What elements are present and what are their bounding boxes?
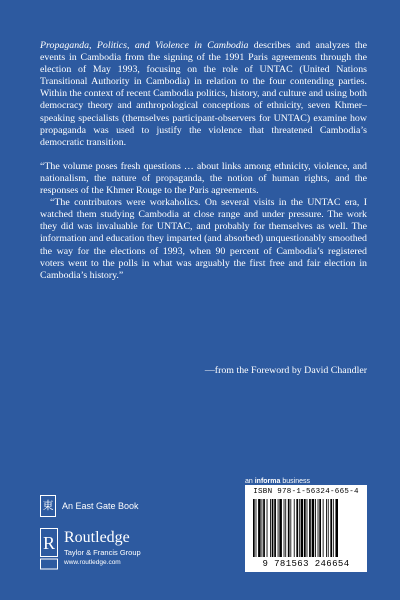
barcode-bar [278, 499, 279, 557]
barcode-bar [284, 499, 285, 557]
barcode-bar [326, 499, 327, 557]
barcode-bar [270, 499, 271, 557]
barcode-bar [330, 499, 332, 557]
barcode-bar [335, 499, 338, 557]
barcode-bar [309, 499, 311, 557]
east-gate-imprint [40, 495, 139, 517]
description-text: describes and analyzes the events in Cambodia from the signing of the 1991 Paris agreements through the election of May 1993, focusing on the role of UNTAC (United Nations Transitional Authority in Cambodia) in relation to the four contending parties. Within the context of recent Cambodia politics, history, and culture and using both democracy theory and anthropological conceptions of ethnicity, seven Khmer–speaking specialists (themselves participant-observers for UNTAC) examine how propaganda was used to justify the violence that threatened Cambodia’s democratic transition. [40, 40, 367, 148]
publisher-name: Routledge [64, 529, 130, 546]
publisher-group: Taylor & Francis Group [64, 548, 141, 557]
book-description [40, 40, 367, 149]
routledge-logo-icon [40, 528, 58, 570]
barcode-bar [262, 499, 263, 557]
publisher-url: www.routledge.com [64, 559, 121, 566]
isbn-label: ISBN 978-1-56324-665-4 [253, 488, 359, 496]
book-title: Propaganda, Politics, and Violence in Cambodia [40, 40, 249, 51]
barcode-bar [296, 499, 298, 557]
barcode-bar [328, 499, 329, 557]
barcode-bar [294, 499, 295, 557]
barcode-bar [318, 499, 319, 557]
barcode-bar [304, 499, 306, 557]
barcode-bar [263, 499, 265, 557]
barcode-bar [333, 499, 334, 557]
informa-business: an informa business [245, 478, 310, 485]
barcode-bar [319, 499, 321, 557]
barcode-bar [256, 499, 257, 557]
barcode-block [245, 485, 367, 572]
barcode-bar [279, 499, 282, 557]
barcode-bar [285, 499, 286, 557]
barcode-bar [301, 499, 304, 557]
foreword-attribution: —from the Foreword by David Chandler [204, 365, 367, 376]
east-gate-logo-icon: 東 [40, 495, 56, 517]
east-gate-label: An East Gate Book [62, 501, 139, 511]
barcode-bar [258, 499, 261, 557]
barcode-bar [267, 499, 268, 557]
barcode-bar [274, 499, 276, 557]
barcode-bar [315, 499, 316, 557]
barcode-bar [312, 499, 315, 557]
informa-brand: informa [254, 478, 281, 485]
barcode-bar [299, 499, 300, 557]
svg-text:R: R [42, 533, 56, 553]
review-quote-2: “The contributors were workaholics. On several visits in the UNTAC era, I watched them studying Cambodia at close range and under pressure. The work they did was invaluable for UNTAC, and probably for themselves as well. The information and education they imparted (and absorbed) unquestionably smoothed the way for the elections of 1993, when 90 percent of Cambodia’s registered voters went to the polls in what was arguably the first free and fair election in Cambodia’s history.” [40, 197, 367, 281]
barcode-bar [307, 499, 308, 557]
barcode-bar [288, 499, 290, 557]
barcode-number: 9 781563 246654 [262, 559, 350, 569]
review-quote-1: “The volume poses fresh questions … about links among ethnicity, violence, and nationalism, the nature of propaganda, the notion of human rights, and the responses of the Khmer Rouge to the Paris agreements. [40, 160, 367, 197]
barcode-bar [272, 499, 274, 557]
barcode-icon [251, 499, 361, 557]
back-cover-text [40, 40, 367, 282]
barcode-bar [323, 499, 324, 557]
publisher-logo [40, 528, 141, 570]
barcode-bar [290, 499, 291, 557]
barcode-bar [253, 499, 255, 557]
